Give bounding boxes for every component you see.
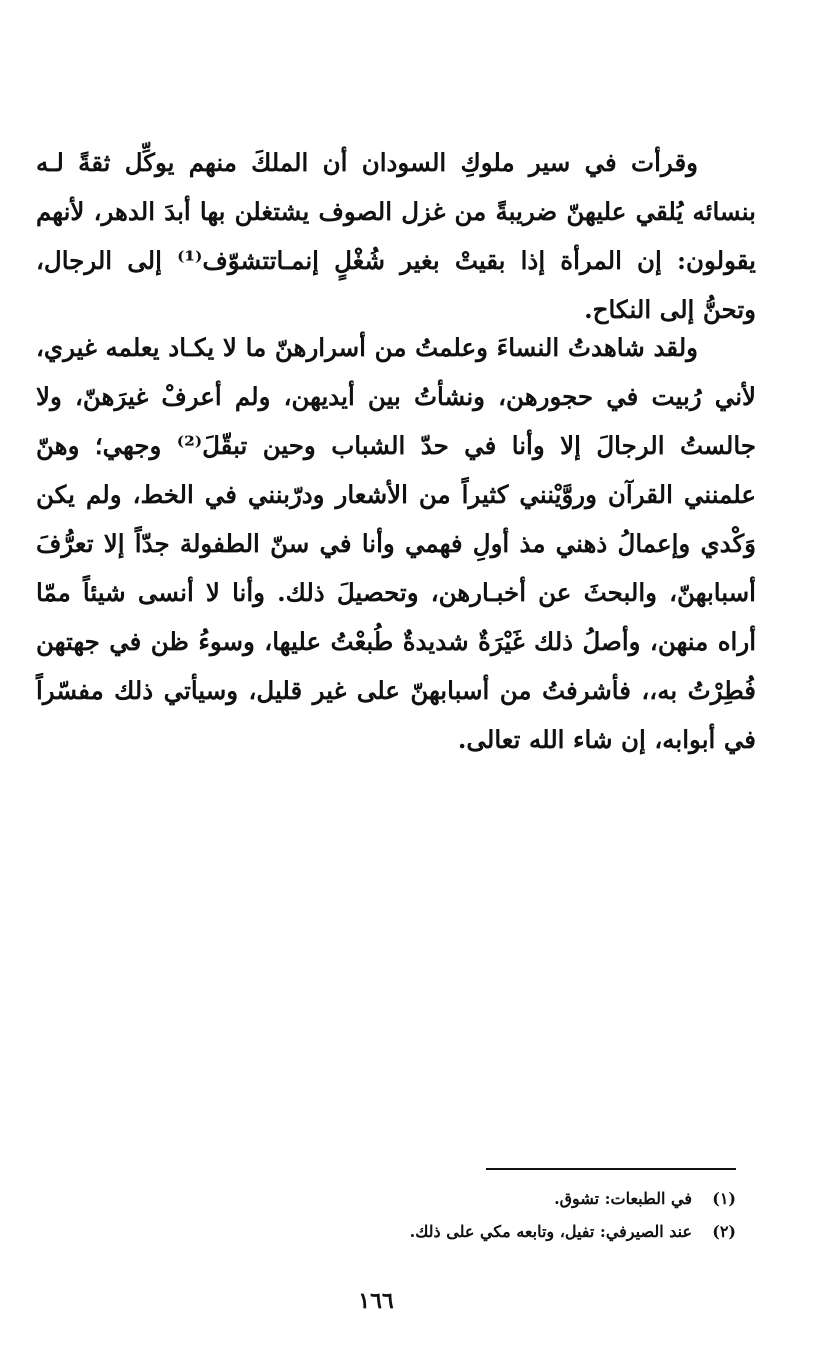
footnote-1-text: في الطبعات: تشوق. <box>554 1189 692 1208</box>
footnote-2-text: عند الصيرفي: تفيل، وتابعه مكي على ذلك. <box>409 1222 692 1241</box>
footnote-1-number: (١) <box>712 1189 736 1208</box>
paragraph-2: ولقد شاهدتُ النساءَ وعلمتُ من أسرارهنّ ما لا يكـاد يعلمه غيري، لأني رُبيت في حجورهن، ونشأتُ بين أيديهن، ولم أعرفْ غيرَهنّ، ولا جالستُ الرجالَ إلا وأنا في حدّ الشباب وحين تبقّلَ⁽²⁾ وجهي؛ وهنّ علمنني القرآن وروَّيْنني كثيراً من الأشعار ودرّبنني في الخط، ولم يكن وَكْدي وإعمالُ ذهني مذ أولِ فهمي وأنا في سنّ الطفولة جدّاً إلا تعرُّفَ أسبابهنّ، والبحثَ عن أخبـارهن، وتحصيلَ ذلك. وأنا لا أنسى شيئاً ممّا أراه منهن، وأصلُ ذلك غَيْرَةٌ شديدةٌ طُبعْتُ عليها، وسوءُ ظن في جهتهن فُطِرْتُ به،، فأشرفتُ من أسبابهنّ على غير قليل، وسيأتي ذلك مفسّراً في أبوابه، إن شاء الله تعالى. <box>36 333 756 754</box>
paragraph-2-block <box>36 323 756 764</box>
footnote-1 <box>300 1182 736 1215</box>
page-number: ١٦٦ <box>358 1288 394 1314</box>
paragraph-1: وقرأت في سير ملوكِ السودان أن الملكَ منهم يوكِّل ثقةً لـه بنسائه يُلقي عليهنّ ضريبةً من غزل الصوف يشتغلن بها أبدَ الدهر، لأنهم يقولون: إن المرأة إذا بقيتْ بغير شُغْلٍ إنمـاتتشوّف⁽¹⁾ إلى الرجال، وتحنُّ إلى النكاح. <box>36 148 756 324</box>
footnote-2 <box>300 1215 736 1248</box>
footnote-2-number: (٢) <box>712 1222 736 1241</box>
paragraph-1-block <box>36 138 756 334</box>
footnotes <box>300 1182 736 1248</box>
footnote-divider <box>486 1168 736 1170</box>
